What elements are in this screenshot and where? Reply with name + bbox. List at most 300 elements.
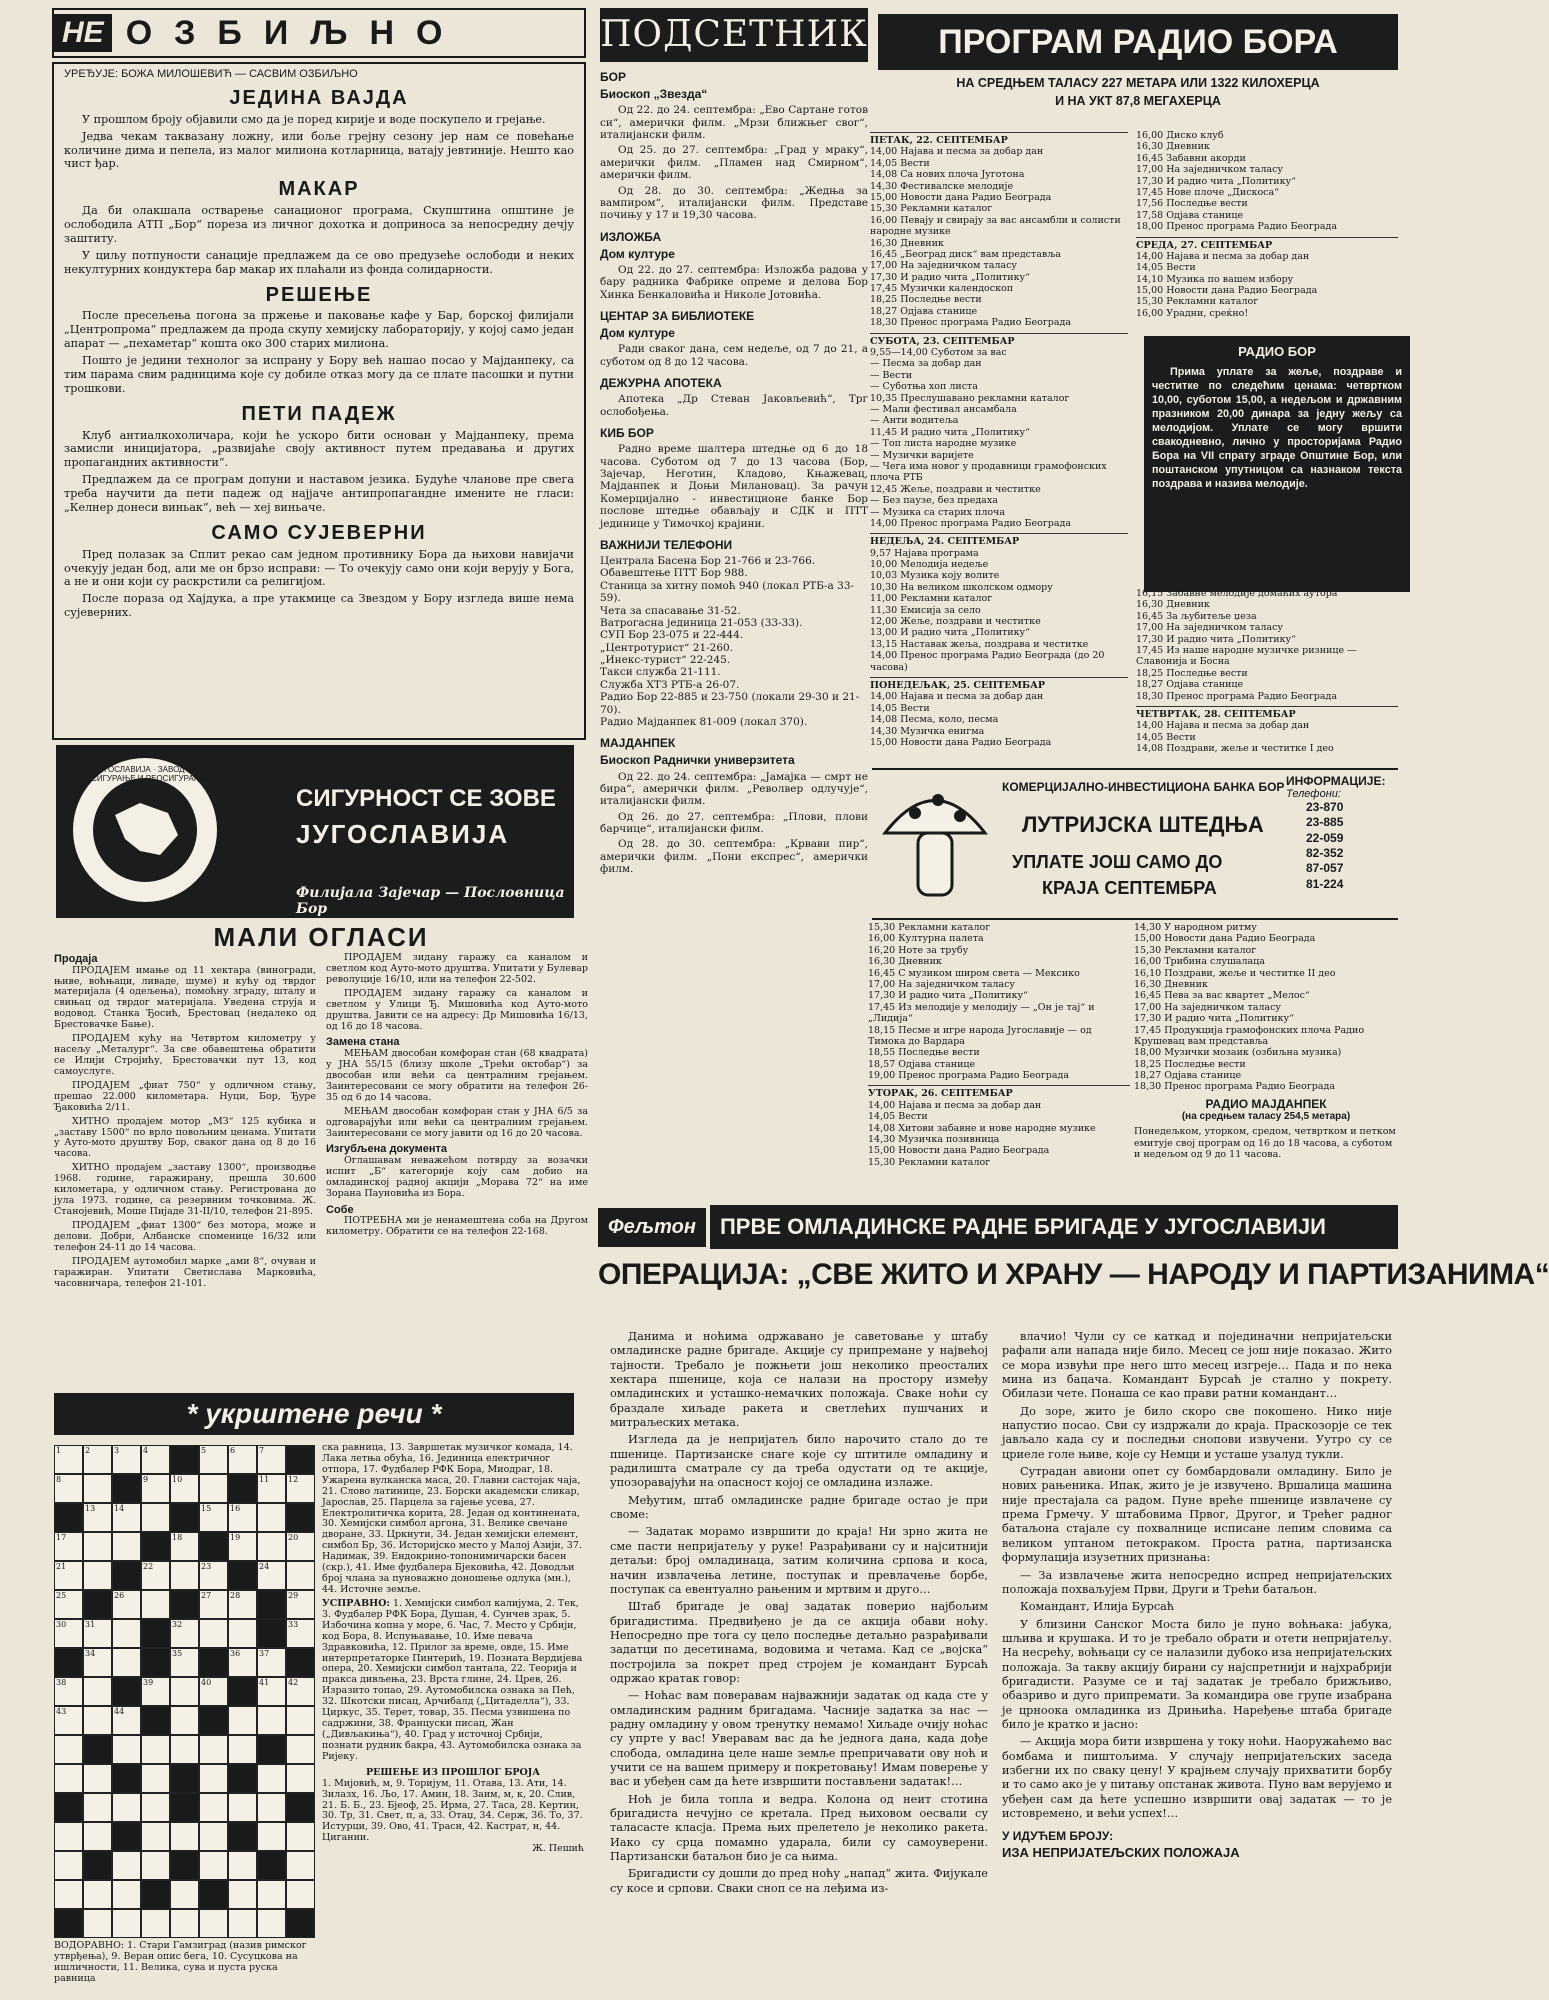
ad-line2: ЈУГОСЛАВИЈА — [296, 819, 510, 849]
crossword-cell — [112, 1706, 141, 1735]
program-item: 18,57 Одјава станице — [868, 1058, 976, 1070]
logo-ring-text: ЈУГОСЛАВИЈА · ЗАВОД ЗА ОСИГУРАЊЕ И РЕОСИГУРАЊЕ — [84, 765, 208, 783]
program-item: 10,00 Мелодија недеље — [870, 559, 989, 571]
crossword-cell — [54, 1851, 83, 1880]
crossword-cell — [170, 1822, 199, 1851]
crossword-cell — [54, 1474, 83, 1503]
classified-ad: ПРОДАЈЕМ зидану гаражу са каналом и светлом код Ауто-мото друштва. Упитати у Булевар револуције 16/10, или на телефон 22-502. — [326, 952, 588, 985]
day-title: НЕДЕЉА, 24. СЕПТЕМБАР — [870, 533, 1128, 547]
crossword-cell — [54, 1880, 83, 1909]
crossword-number: 22 — [143, 1562, 154, 1571]
crossword-cell — [199, 1503, 228, 1532]
crossword-number: 41 — [259, 1678, 270, 1687]
phones-title: ВАЖНИЈИ ТЕЛЕФОНИ — [600, 537, 733, 552]
crossword-black-cell — [112, 1764, 141, 1793]
crossword-black-cell — [199, 1648, 228, 1677]
bank-phone: 22-059 — [1306, 830, 1344, 845]
feuilleton-paragraph: — Задатак морамо извршити до краја! Ни зрно жита не сме пасти непријатељу у руке! Разрађивани су и најситнији детаљи: број омладинаца, затим количина српова и коса, начин извлачења летине, поступак и превлачење борбе, поступак са евентуално рањеним и мртвим и друго… — [610, 1525, 988, 1596]
crossword-number: 11 — [259, 1475, 270, 1484]
phone-entry: „Центротурист“ 21-260. — [600, 641, 734, 654]
crossword-cell — [199, 1677, 228, 1706]
pharmacy-title: ДЕЖУРНА АПОТЕКА — [600, 376, 722, 391]
crossword-black-cell — [257, 1735, 286, 1764]
classified-ad: МЕЊАМ двособан комфоран стан (68 квадрата) у ЈНА 55/15 (близу школе „Трећи октобар“) за двособан или већи са централним грејањем. Заинтересовани се могу обратити на телефон 26-35 од 6 до 14 часова. — [326, 1048, 588, 1103]
humor-paragraph: Пошто је једини технолог за испрану у Бору већ нашао посао у Мајданпеку, са тим парама свим радницима које су добиле отказ могу да се плате пасошки и путни трошкови. — [64, 354, 574, 395]
crossword-cell — [257, 1532, 286, 1561]
crossword-cell — [54, 1677, 83, 1706]
cinema-listing: Од 28. до 30. септембра: „Крвави пир“, амерички филм. „Пони експрес“, амерички филм. — [600, 838, 868, 876]
crossword-black-cell — [286, 1648, 315, 1677]
crossword-black-cell — [141, 1706, 170, 1735]
crossword-black-cell — [257, 1590, 286, 1619]
crossword-number: 33 — [288, 1620, 299, 1629]
crossword-cell — [170, 1619, 199, 1648]
classifieds-left — [54, 953, 316, 1292]
classified-ad: ПРОДАЈЕМ аутомобил марке „ами 8“, очуван и гаражиран. Упитати Светислава Марковића, часовничара, телефон 21-101. — [54, 1255, 316, 1289]
bank-name: КОМЕРЦИЈАЛНО-ИНВЕСТИЦИОНА БАНКА БОР — [1002, 780, 1285, 794]
program-item: 18,27 Одјава станице — [1136, 679, 1244, 691]
info-label: ИНФОРМАЦИЈЕ: — [1286, 774, 1386, 788]
crossword-cell — [141, 1590, 170, 1619]
crossword-number: 44 — [114, 1707, 125, 1716]
program-item: 11,30 Емисија за село — [870, 604, 981, 616]
crossword-cell — [199, 1909, 228, 1938]
crossword-black-cell — [286, 1503, 315, 1532]
program-item: 14,30 Музичка енигма — [870, 725, 985, 737]
humor-paragraph: Клуб антиалкохоличара, који ће ускоро бити основан у Мајданпеку, према замисли иницијатора, „развијаће своју активност путем предавања и других пропагандних активности“. — [64, 428, 574, 470]
exhibit-title: ИЗЛОЖБА — [600, 229, 662, 244]
feuilleton-paragraph: Командант, Илија Бурсаћ — [1020, 1600, 1175, 1614]
phone-entry: Станица за хитну помоћ 940 (локал РТБ-а 33-59). — [600, 579, 855, 605]
feuilleton-paragraph: Штаб бригаде је овај задатак поверио најбољим бригадистима. Предвиђено је да се акција обави ноћу. Непосредно пре тога су цело последње детаљно разрађивали задатци по десетинама, водовима и четама. Кад се „војска“ постројила за покрет пред стројем је командант Бурсаћ одржао кратак говор: — [610, 1600, 988, 1685]
program-item: 16,00 Певају и свирају за вас ансамбли и солисти народне музике — [870, 214, 1121, 238]
program-item: 10,35 Преслушавано рекламни каталог — [870, 392, 1070, 404]
classified-ad: МЕЊАМ двособан комфоран стан у ЈНА 6/5 за одговарајући или већи са централним грејањем. Заинтересовани се могу јавити од 16 до 20 часова. — [326, 1105, 588, 1139]
crossword-cell — [112, 1445, 141, 1474]
crossword-number: 14 — [114, 1504, 125, 1513]
crossword-black-cell — [199, 1532, 228, 1561]
classified-ad: ПОТРЕБНА ми је ненамештена соба на Другом километру. Обратити се на телефон 22-168. — [326, 1215, 588, 1238]
radio-lower-left — [868, 922, 1130, 1194]
program-item: 10,03 Музика коју волите — [870, 570, 1000, 582]
program-item: 16,20 Ноте за трубу — [868, 944, 969, 956]
crossword-number: 3 — [114, 1446, 120, 1455]
crossword-number: 40 — [201, 1678, 212, 1687]
crossword-cell — [228, 1619, 257, 1648]
humor-section-title: РЕШЕЊЕ — [265, 283, 373, 306]
crossword-black-cell — [228, 1677, 257, 1706]
program-item: 16,45 Пева за вас квартет „Мелос“ — [1134, 990, 1310, 1002]
program-item: 17,45 Из мелодије у мелодију — „Он је тај“ и „Лидија“ — [868, 1001, 1095, 1025]
crossword-cell — [112, 1793, 141, 1822]
humor-section-title: МАКАР — [278, 178, 360, 201]
humor-paragraph: Једва чекам таквазану ложну, или боље грејну сезону јер нам се повећање количине дима и пепела, из малог милиона котларница, ватају јевтиније. Нешто као чист ђар. — [64, 129, 574, 171]
horizontal-clues: 1. Хемијски симбол калијума, 2. Тек, 3. Фудбалер РФК Бора, Душан, 4. Сунчев зрак, 5. Избочина копна у море, 6. Час, 7. Место у Србији, код Бора, 8. Испуњавање, 10. Име певача Здравковића, 12. Прилог за време, овде, 15. Име интерпретаторке Пинтерић, 19. Позната Вердијева опера, 20. Хемијски симбол тантала, 22. Теорија и пракса дивљења, 23. Врста глине, 24. Црев, 26. Изразито топао, 29. Аутомобилска ознака за Пећ, 32. Шкотски писац, Арчибалд („Цитаделла“), 33. Циркус, 35. Терет, товар, 35. Песма узвишена по садржини, 38. Француски писац, Жан („Дивљакиња“), 40. Град у источној Србији, познати рудник бакра, 43. Аутомобилска ознака за Ријеку. — [322, 1597, 583, 1762]
horizontal-label: УСПРАВНО: — [322, 1597, 390, 1609]
crossword-number: 12 — [288, 1475, 299, 1484]
crossword-cell — [141, 1474, 170, 1503]
crossword-number: 25 — [56, 1591, 67, 1600]
feuilleton-paragraph: — Акција мора бити извршена у току ноћи. Наоружаћемо вас бомбама и пиштољима. У случају непријатељских заседа избегни их по сваку цену! У крајњем случају прихватити борбу и то само ако је у питању опстанак живота. Пуно вам верујемо и убеђен сам да ћете успешно извршити овај задатак — то је истовремено, и већи успех!… — [1002, 1735, 1392, 1820]
classified-ad: ПРОДАЈЕМ имање од 11 хектара (виногради, њиве, воћњаци, ливаде, шуме) и кућу од тврдог материјала (4 одељења), помоћну зграду, шталу и свињац од тврдог материјала. Уведена струја и водовод. Станка Ђосић, Брестовац (недалеко од Брестовачке Бање). — [54, 964, 316, 1031]
program-item: 14,05 Вести — [1136, 731, 1196, 743]
program-item: 17,30 И радио чита „Политику“ — [1134, 1013, 1295, 1025]
classified-ad: ХИТНО продајем мотор „МЗ“ 125 кубика и „заставу 1500“ по врло повољним ценама. Упитати у Ауто-мото друштву Бор, сваког дана од 8 до 16 часова. — [54, 1115, 316, 1160]
program-item: 14,08 Хитови забавне и нове народне музике — [868, 1122, 1096, 1134]
crossword-cell — [112, 1909, 141, 1938]
crossword — [54, 1393, 588, 1993]
crossword-title: * укрштене речи * — [54, 1393, 574, 1435]
sale-heading: Продаја — [54, 953, 98, 965]
humor-paragraph: После пресељења погона за пржење и паковање кафе у Бар, борској филијали „Центропрома“ предлажем да прода скупу хемијску лабораторију, у којој само један апарат — „пехаметар“ кошта око 300 старих милиона. — [64, 309, 574, 351]
program-item: 15,00 Новости дана Радио Београда — [870, 736, 1052, 748]
crossword-cell — [83, 1909, 112, 1938]
radio-lower-right — [1134, 922, 1398, 1194]
crossword-cell — [257, 1822, 286, 1851]
crossword-black-cell — [112, 1474, 141, 1503]
program-item: 18,25 Последње вести — [1134, 1058, 1246, 1070]
program-item: — Музика са старих плоча — [870, 506, 1006, 518]
exchange-heading: Замена стана — [326, 1036, 400, 1049]
crossword-number: 36 — [230, 1649, 241, 1658]
majdanpek-title: МАЈДАНПЕК — [600, 736, 676, 751]
ad-footer: Филијала Зајечар — Пословница Бор — [296, 885, 565, 917]
crossword-number: 28 — [230, 1591, 241, 1600]
crossword-black-cell — [54, 1793, 83, 1822]
crossword-cell — [83, 1474, 112, 1503]
crossword-black-cell — [228, 1822, 257, 1851]
crossword-cell — [112, 1735, 141, 1764]
crossword-cell — [112, 1880, 141, 1909]
program-item: 12,00 Жеље, поздрави и честитке — [870, 616, 1041, 628]
feuilleton-paragraph: У близини Санског Моста било је пуно воћњака: јабука, шљива и крушака. И то је требало обрати и отети непријатељу. На несрећу, воћњаци су се налазили дубоко иза непријатељских положаја. За такву акцију бирани су најспретнији и најхрабрији бригадисти. Разуме се и тај задатак је требало брижљиво, обазриво и дуго припремати. За командира ове групе изабрана је црноока омладинка из Дрињића. Наређење штаба бригаде било је кратко и јасно: — [1002, 1617, 1392, 1731]
crossword-cell — [170, 1677, 199, 1706]
crossword-cell — [170, 1909, 199, 1938]
crossword-cell — [83, 1532, 112, 1561]
bank-line1: УПЛАТЕ ЈОШ САМО ДО — [1012, 852, 1223, 872]
crossword-number: 34 — [85, 1649, 96, 1658]
program-item: 16,00 Трибина слушалаца — [1134, 956, 1265, 968]
reminder-masthead: ПОДСЕТНИК — [600, 8, 868, 62]
city-bor: БОР — [600, 70, 626, 84]
crossword-cell — [141, 1561, 170, 1590]
next-label: У ИДУЋЕМ БРОЈУ: — [1002, 1829, 1114, 1844]
crossword-cell — [199, 1851, 228, 1880]
crossword-cell — [170, 1532, 199, 1561]
program-item: — Музички варијете — [870, 449, 974, 461]
program-item: 17,00 На заједничком таласу — [1134, 1001, 1281, 1013]
crossword-number: 10 — [172, 1475, 183, 1484]
program-item: 16,10 Поздрави, жеље и честитке II део — [1134, 967, 1336, 979]
crossword-cell — [141, 1764, 170, 1793]
program-item: 14,00 Пренос програма Радио Београда — [870, 517, 1072, 529]
crossword-cell — [286, 1851, 315, 1880]
crossword-cell — [199, 1735, 228, 1764]
program-item: 14,00 Најава и песма за добар дан — [1136, 250, 1310, 262]
crossword-cell — [141, 1735, 170, 1764]
crossword-black-cell — [199, 1880, 228, 1909]
solution-label: РЕШЕЊЕ ИЗ ПРОШЛОГ БРОЈА — [365, 1766, 541, 1778]
program-item: 16,45 За љубитеље џеза — [1136, 610, 1257, 622]
crossword-cell — [83, 1619, 112, 1648]
crossword-black-cell — [170, 1764, 199, 1793]
crossword-cell — [286, 1474, 315, 1503]
humor-paragraph: Да би олакшала остварење санационог програма, Скупштина општине је ослободила АТП „Бор“ пореза из личног дохотка и доприноса за непосредну дечју заштиту. — [64, 204, 574, 245]
solution-text: 1. Мијовић, м, 9. Торијум, 11. Отава, 13. Ати, 14. Зилазх, 16. Љо, 17. Амин, 18. Заим, м, к, 20. Слив, 21. Б. Б., 23. Бјеоф, 25. Ирма, 27. Таса, 28. Кертин, 30. Тр, 31. Свет, п, а, 33. Отаџ, 34. Серж, 36. То, 37. Истурци, 39. Ово, 41. Трасн, 42. Кастрат, н, 44. Цигании. — [322, 1777, 583, 1844]
crossword-number: 9 — [143, 1475, 149, 1484]
kib-title: КИБ БОР — [600, 426, 654, 441]
program-item: 17,58 Одјава станице — [1136, 209, 1244, 221]
program-item: 11,00 Рекламни каталог — [870, 593, 993, 605]
radio-schedule-left — [870, 128, 1128, 758]
feuilleton-paragraph: Међутим, штаб омладинске радне бригаде остао је при своме: — [610, 1493, 988, 1522]
program-item: 14,00 Најава и песма за добар дан — [870, 691, 1044, 703]
program-item: 17,00 На заједничком таласу — [870, 260, 1017, 272]
program-item: 17,45 Нове плоче „Дискоса“ — [1136, 186, 1280, 198]
bank-info — [1286, 774, 1394, 892]
crossword-number: 19 — [230, 1533, 241, 1542]
cinema-listing: Од 22. до 24. септембра: „Ево Сартане готов си“, амерички филм. „Мрзи ближњег свог“, италијански филм. — [600, 104, 868, 142]
thursday-day: ЧЕТВРТАК, 28. СЕПТЕМБАР — [1136, 706, 1398, 720]
crossword-clues — [322, 1443, 584, 1988]
program-item: 18,30 Пренос програма Радио Београда — [1134, 1081, 1336, 1093]
majdanpek-radio-sub: (на средњем таласу 254,5 метара) — [1181, 1111, 1351, 1123]
crossword-number: 13 — [85, 1504, 96, 1513]
crossword-number: 37 — [259, 1649, 270, 1658]
program-item: 18,25 Последње вести — [870, 294, 982, 306]
crossword-number: 39 — [143, 1678, 154, 1687]
program-item: — Без паузе, без предаха — [870, 495, 998, 507]
program-item: 17,30 И радио чита „Политику“ — [1136, 633, 1297, 645]
crossword-cell — [228, 1648, 257, 1677]
bank-ad — [872, 768, 1398, 920]
mushroom-icon — [880, 778, 990, 908]
phone-entry: „Инекс-турист“ 22-245. — [600, 654, 731, 667]
program-item: 19,00 Пренос програма Радио Београда — [868, 1070, 1070, 1082]
crossword-number: 17 — [56, 1533, 67, 1542]
crossword-number: 26 — [114, 1591, 125, 1600]
feuilleton-col2 — [1002, 1330, 1392, 1994]
crossword-cell — [257, 1880, 286, 1909]
program-item: 18,30 Пренос програма Радио Београда — [870, 317, 1072, 329]
ad-line1: СИГУРНОСТ СЕ ЗОВЕ — [296, 785, 556, 812]
crossword-cell — [286, 1532, 315, 1561]
crossword-number: 21 — [56, 1562, 67, 1571]
crossword-cell — [199, 1561, 228, 1590]
crossword-cell — [257, 1677, 286, 1706]
program-item: 14,00 Пренос програма Радио Београда (до 20 часова) — [870, 650, 1105, 673]
bank-phone: 23-885 — [1306, 815, 1344, 830]
crossword-cell — [54, 1735, 83, 1764]
crossword-cell — [199, 1474, 228, 1503]
phone-entry: Централа Басена Бор 21-766 и 23-766. — [600, 555, 816, 568]
program-item: 16,30 Дневник — [1136, 141, 1210, 153]
crossword-number: 8 — [56, 1475, 62, 1484]
classified-ad: ПРОДАЈЕМ кућу на Четвртом километру у насељу „Металург“. За све обавештења обратити се Илији Стројићу, Брестовачки пут 13, код самоуслуге. — [54, 1033, 316, 1077]
crossword-black-cell — [286, 1909, 315, 1938]
humor-paragraph: Предлажем да се програм допуни и наставом језика. Будуће чланове пре свега треба научити да пети падеж од најјаче антипропагандне имените не гласи: „Келнер донеси виньак“, већ — хеј виньаче. — [64, 473, 574, 514]
bank-phone: 81-224 — [1306, 876, 1344, 891]
crossword-number: 16 — [230, 1504, 241, 1513]
program-item: 12,45 Жеље, поздрави и честитке — [870, 483, 1041, 495]
program-item: 16,45 С музиком широм света — Мексико — [868, 967, 1080, 979]
humor-paragraph: После пораза од Хајдука, а пре утакмице са Звездом у Бору изгледа више нема сујеверних. — [64, 592, 574, 620]
program-item: 15,00 Новости дана Радио Београда — [868, 1145, 1050, 1157]
program-item: 15,30 Рекламни каталог — [870, 203, 993, 215]
classified-ad: ПРОДАЈЕМ зидану гаражу са каналом и светлом у Улици Ђ. Мишовића код Ауто-мото друштва. Јавити се на адресу: Др Мишовића 16/13, од 16 до 18 часова. — [326, 987, 588, 1032]
feuilleton-paragraph: Изгледа да је непријатељ било нарочито стало до те пшенице. Партизанске снаге које су штитиле омладину и радилишта сматрале су да треба одустати од те акције, упозоравајући на опасност којој се омладина излаже. — [610, 1433, 988, 1490]
feuilleton-paragraph: — За извлачење жита непосредно испред непријатељских положаја похваљујем Први, Други и Трећи батаљон. — [1002, 1568, 1392, 1596]
program-item: 14,08 Песма, коло, песма — [870, 714, 999, 726]
crossword-cell — [83, 1677, 112, 1706]
crossword-number: 38 — [56, 1678, 67, 1687]
crossword-cell — [83, 1445, 112, 1474]
crossword-black-cell — [228, 1561, 257, 1590]
program-item: 13,00 И радио чита „Политику“ — [870, 627, 1031, 639]
crossword-number: 23 — [201, 1562, 212, 1571]
feuilleton-paragraph: До зоре, жито је било скоро све покошено. Нико није напустио посао. Сви су издржали до краја. Праскозорје се тек јављало када су и последњи снопови извучени. Уутро су се цриеле голе њиве, које су Немци и усташе узалуд тукли. — [1002, 1404, 1392, 1461]
crossword-black-cell — [54, 1909, 83, 1938]
library-sub: Дом културе — [600, 326, 675, 341]
program-item: 18,27 Одјава станице — [870, 305, 978, 317]
crossword-cell — [170, 1561, 199, 1590]
program-item: 14,10 Музика по вашем избору — [1136, 273, 1294, 285]
crossword-cell — [199, 1793, 228, 1822]
crossword-cell — [112, 1619, 141, 1648]
program-item: 14,08 Са нових плоча Југотона — [870, 169, 1025, 181]
crossword-cell — [83, 1503, 112, 1532]
bank-phone: 87-057 — [1306, 861, 1344, 876]
crossword-black-cell — [112, 1822, 141, 1851]
crossword-cell — [141, 1822, 170, 1851]
phone-entry: СУП Бор 23-075 и 22-444. — [600, 629, 744, 642]
crossword-cell — [141, 1677, 170, 1706]
crossword-cell — [112, 1532, 141, 1561]
exhibit-sub: Дом културе — [600, 246, 675, 261]
crossword-number: 1 — [56, 1446, 62, 1455]
crossword-cell — [228, 1851, 257, 1880]
program-item: 15,30 Рекламни каталог — [868, 1156, 991, 1168]
crossword-black-cell — [141, 1532, 170, 1561]
program-item: 17,00 На заједничком таласу — [1136, 164, 1283, 176]
humor-section-title: САМО СУЈЕВЕРНИ — [211, 521, 427, 544]
crossword-number: 5 — [201, 1446, 207, 1455]
crossword-cell — [257, 1445, 286, 1474]
crossword-cell — [83, 1793, 112, 1822]
radio-header — [878, 14, 1398, 124]
program-item: — Топ листа народне музике — [870, 438, 1017, 450]
classified-ad: ПРОДАЈЕМ „фиат 750“ у одличном стању, прешао 22.000 километара. Нуци, Бор, Ђуре Ђаковића 2/11. — [54, 1079, 316, 1113]
kib-text: Радно време шалтера штедње од 6 до 18 часова. Суботом од 7 до 13 часова (Бор, Зајечар, Неготин, Кладово, Књажевац, Мајданпек и Доњи Милановац). За рачун Комерцијално - инвестиционе банке Бор послове штедње обављају и СДК и ПТТ јединице у Тимочкој крајини. — [600, 443, 868, 530]
crossword-number: 35 — [172, 1649, 183, 1658]
program-item: 11,45 И радио чита „Политику“ — [870, 426, 1031, 438]
majdanpek-radio-text: Понедељком, уторком, средом, четвртком и петком емитује свој програм од 16 до 18 часова, а суботом и недељом од 9 до 11 часова. — [1134, 1126, 1396, 1161]
radio-schedule-right — [1136, 130, 1398, 330]
program-item: 9,55—14,00 Суботом за вас — [870, 347, 1007, 359]
crossword-grid — [54, 1445, 316, 1937]
program-item: 18,27 Одјава станице — [1134, 1070, 1242, 1082]
program-item: 18,55 Последње вести — [868, 1047, 980, 1059]
program-item: 14,00 Најава и песма за добар дан — [868, 1099, 1042, 1111]
radio-notice — [1144, 336, 1410, 592]
feuilleton-paragraph: — Ноћас вам поверавам најважнији задатак од када сте у омладинским радним бригадама. Часније задатка за нас — радну омладину у овом тренутку немамо! Хиљаде очију ноћас су упрте у вас! Уверавам вас да ће једнога дана, када дође слобода, омладина целе наше земље препричавати ову ноћ и учити се на вашем примеру и покретовању! Имам поверење у вас и убеђен сам да ћете извршити постављени задатак!… — [610, 1689, 988, 1789]
crossword-signature: Ж. Пешић — [532, 1843, 584, 1855]
crossword-cell — [170, 1735, 199, 1764]
day-title: СУБОТА, 23. СЕПТЕМБАР — [870, 333, 1128, 347]
cinema-listing: Од 22. до 24. септембра: „Јамајка — смрт не бира“, амерички филм. „Револвер одлучује“, италијански филм. — [600, 770, 868, 808]
rooms-heading: Собе — [326, 1203, 354, 1216]
crossword-horizontal-start: ВОДОРАВНО: 1. Стари Гамзиград (назив римског утврђења), 9. Веран опис бега, 10. Сусуцкова на ишличности, 11. Велика, сува и пуста рускa равница — [54, 1940, 307, 1984]
crossword-black-cell — [170, 1445, 199, 1474]
crossword-cell — [257, 1561, 286, 1590]
editor-line: УРЕЂУЈЕ: БОЖА МИЛОШЕВИЋ — САСВИМ ОЗБИЉНО — [64, 68, 358, 80]
program-item: 15,00 Новости дана Радио Београда — [1134, 933, 1316, 945]
crossword-cell — [257, 1706, 286, 1735]
program-item: 15,00 Новости дана Радио Београда — [1136, 285, 1318, 297]
phone-entry: Радио Мајданпек 81-009 (локал 370). — [600, 715, 808, 728]
crossword-cell — [228, 1735, 257, 1764]
program-item: 14,05 Вести — [870, 157, 930, 169]
program-item: 14,05 Вести — [868, 1111, 928, 1123]
classifieds — [54, 922, 588, 1392]
masthead-title: ОЗБИЉНО — [125, 13, 465, 52]
crossword-number: 18 — [172, 1533, 183, 1542]
humor-section-title: ЈЕДИНА ВАЈДА — [229, 87, 409, 109]
classifieds-right — [326, 953, 588, 1292]
crossword-black-cell — [112, 1677, 141, 1706]
phone-entry: Такси служба 21-111. — [600, 666, 721, 679]
crossword-cell — [257, 1503, 286, 1532]
program-item: — Мали фестивал ансамбала — [870, 403, 1017, 415]
cinema-listing: Од 28. до 30. септембра: „Жедња за вампиром“, италијански филм. Представе почињу у 17 и 19,30 часова. — [600, 184, 868, 222]
vertical-clues: ска равница, 13. Завршетак музичког комада, 14. Лака летња обућа, 16. Јединица електричног отпора, 17. Фудбалер РФК Бора, Миодраг, 18. Ужарена вулканска маса, 20. Главни састојак чаја, 21. Слово латинице, 23. Борски академски сликар, Јарослав, 25. Парцела за гајење усева, 27. Електролитичка корита, 28. Један од континената, 30. Хемијски симбол аргона, 31. Велике свечане дворане, 33. Цркнути, 34. Један хемијски елемент, симбол Бр, 36. Историјско место у Малој Азији, 37. Надимак, 39. Ендокрино-топонимичарски басен (скр.), 41. Име фудбалера Бјековића, 42. Доводљи број члана за пуноважно доношење одлука (мн.), 44. Источне земље. — [322, 1442, 582, 1595]
program-item: 16,45 Забавни акорди — [1136, 152, 1246, 164]
crossword-cell — [54, 1532, 83, 1561]
crossword-black-cell — [54, 1648, 83, 1677]
crossword-cell — [170, 1474, 199, 1503]
program-item: 14,00 Најава и песма за добар дан — [870, 146, 1044, 158]
feuilleton-title: ОПЕРАЦИЈА: „СВЕ ЖИТО И ХРАНУ — НАРОДУ И ПАРТИЗАНИМА“ — [598, 1258, 1549, 1291]
program-item: 14,30 Музичка позивница — [868, 1134, 1000, 1146]
bank-title: ЛУТРИЈСКА ШТЕДЊА — [1022, 812, 1264, 837]
crossword-number: 2 — [85, 1446, 91, 1455]
exhibit-text: Од 22. до 27. септембра: Изложба радова у бару радника Фабрике опреме и делова Бор Хинка Бенкаловића и Николе Јотовића. — [600, 264, 868, 301]
program-item: 10,30 На великом школском одмору — [870, 581, 1053, 593]
crossword-cell — [112, 1503, 141, 1532]
crossword-cell — [141, 1503, 170, 1532]
program-item: — Песма за добар дан — [870, 358, 982, 370]
crossword-cell — [286, 1677, 315, 1706]
next-title: ИЗА НЕПРИЈАТЕЉСКИХ ПОЛОЖАЈА — [1002, 1844, 1240, 1860]
humor-column — [52, 8, 586, 738]
program-item: — Суботња хоп листа — [870, 381, 978, 393]
crossword-number: 4 — [143, 1446, 149, 1455]
crossword-number: 24 — [259, 1562, 270, 1571]
humor-sections — [64, 86, 574, 620]
bank-phone: 23-870 — [1306, 800, 1344, 814]
crossword-cell — [228, 1503, 257, 1532]
crossword-black-cell — [141, 1619, 170, 1648]
notice-text: Прима уплате за жеље, поздраве и честитке по следећим ценама: четвртком 10,00, суботом 15,00, а недељом и државним празником 20,00 динара за једну жељу са мелодијом. Уплате се могу вршити свакодневно, лично у просторијама Радио Бора на VII спрату зграде Општине Бор, или поштанском упутницом са назнаком текста поздрава и назива мелодије. — [1152, 366, 1402, 491]
program-item: 18,00 Пренос програма Радио Београда — [1136, 221, 1338, 233]
crossword-cell — [54, 1822, 83, 1851]
crossword-cell — [141, 1445, 170, 1474]
radio-masthead: ПРОГРАМ РАДИО БОРА — [878, 14, 1398, 70]
cinema2-title: Биоскоп Раднички универзитета — [600, 753, 795, 768]
crossword-cell — [83, 1822, 112, 1851]
cinema1-title: Биоскоп „Звезда“ — [600, 87, 708, 102]
crossword-cell — [199, 1619, 228, 1648]
